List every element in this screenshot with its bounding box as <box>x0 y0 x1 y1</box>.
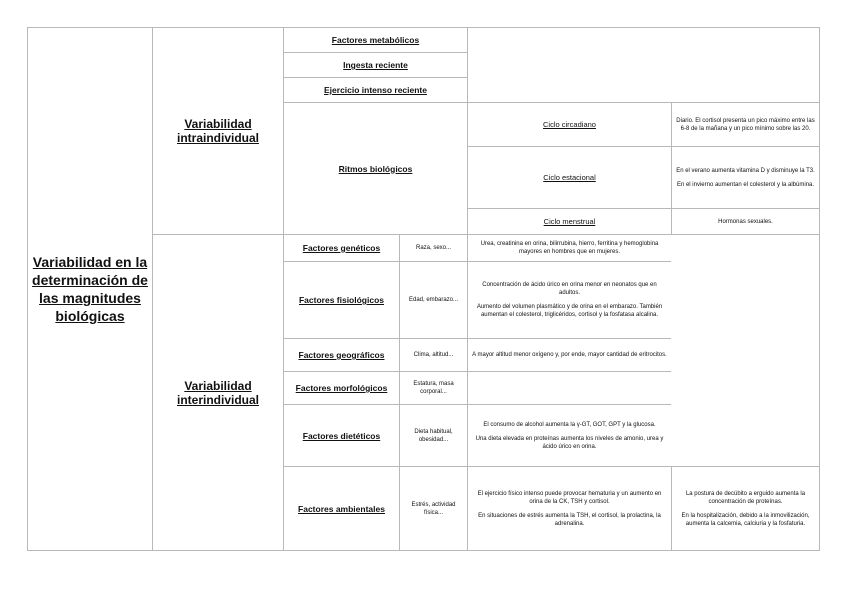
factores-dieteticos: Factores dietéticos <box>302 430 381 441</box>
geneticos-example: Raza, sexo... <box>415 245 451 251</box>
ambientales-extra-1: La postura de decúbito a erguido aumenta la concentración de proteínas. <box>685 490 806 505</box>
ejercicio-intenso: Ejercicio intenso reciente <box>324 85 427 95</box>
menstrual-detail: Hormonas sexuales. <box>718 218 773 225</box>
interindividual-label: Variabilidad interindividual <box>176 378 259 407</box>
main-title: Variabilidad en la determinación de las magnitudes biológicas <box>32 254 148 324</box>
geograficos-detail: A mayor altitud menor oxígeno y, por ende, mayor cantidad de eritrocitos. <box>472 352 667 358</box>
ambientales-detail <box>468 467 671 550</box>
dieteticos-detail <box>468 405 671 466</box>
fisiologicos-example: Edad, embarazo... <box>408 297 459 303</box>
dieteticos-example: Dieta habitual, obesidad... <box>414 428 453 443</box>
ciclo-menstrual: Ciclo menstrual <box>543 217 596 226</box>
factores-geograficos: Factores geográficos <box>298 350 385 360</box>
dieteticos-detail-2: Una dieta elevada en proteínas aumenta los niveles de amonio, urea y ácido úrico en orina. <box>475 435 664 450</box>
ambientales-example: Estrés, actividad física... <box>411 501 456 516</box>
factores-fisiologicos: Factores fisiológicos <box>298 295 385 305</box>
fisiologicos-detail-2: Aumento del volumen plasmático y de orina en el embarazo. También aumentan el colesterol, triglicéridos, cortisol y la fosfatasa alcalina. <box>476 304 663 318</box>
factores-ambientales: Factores ambientales <box>298 503 385 514</box>
estacional-detail-1: En el verano aumenta vitamina D y disminuye la T3. <box>676 167 815 174</box>
factores-geneticos: Factores genéticos <box>302 243 381 253</box>
factores-metabolicos: Factores metabólicos <box>331 35 420 45</box>
ciclo-circadiano: Ciclo circadiano <box>543 120 596 129</box>
variability-table <box>27 27 820 551</box>
ingesta-reciente: Ingesta reciente <box>343 60 408 70</box>
ciclo-estacional: Ciclo estacional <box>543 173 596 182</box>
estacional-detail <box>672 147 819 208</box>
ambientales-extra <box>672 467 819 550</box>
estacional-detail-2: En el invierno aumentan el colesterol y la albúmina. <box>676 181 815 188</box>
ambientales-extra-2: En la hospitalización, debido a la inmovilización, aumenta la calcemia, calciuria y la fosfaturia. <box>681 512 810 527</box>
circadiano-detail: Diario. El cortisol presenta un pico máximo entre las 6-8 de la mañana y un pico mínimo sobre las 20. <box>676 117 815 132</box>
fisiologicos-detail-1: Concentración de ácido úrico en orina menor en neonatos que en adultos. <box>482 282 657 296</box>
ambientales-detail-2: En situaciones de estrés aumenta la TSH, el cortisol, la prolactina, la adrenalina. <box>478 512 661 527</box>
intraindividual-label: Variabilidad intraindividual <box>176 117 259 145</box>
factores-morfologicos: Factores morfológicos <box>295 383 388 393</box>
fisiologicos-detail <box>468 262 671 338</box>
ambientales-detail-1: El ejercicio físico intenso puede provocar hematuria y un aumento en orina de la CK, TSH y cortisol. <box>477 490 662 505</box>
geograficos-example: Clima, altitud... <box>413 352 454 358</box>
geneticos-detail: Urea, creatinina en orina, bilirrubina, hierro, ferritina y hemoglobina mayores en hombres que en mujeres. <box>480 241 659 255</box>
dieteticos-detail-1: El consumo de alcohol aumenta la γ-GT, GOT, GPT y la glucosa. <box>483 421 656 428</box>
morfologicos-example: Estatura, masa corporal... <box>413 381 454 395</box>
ritmos-biologicos: Ritmos biológicos <box>338 163 413 174</box>
